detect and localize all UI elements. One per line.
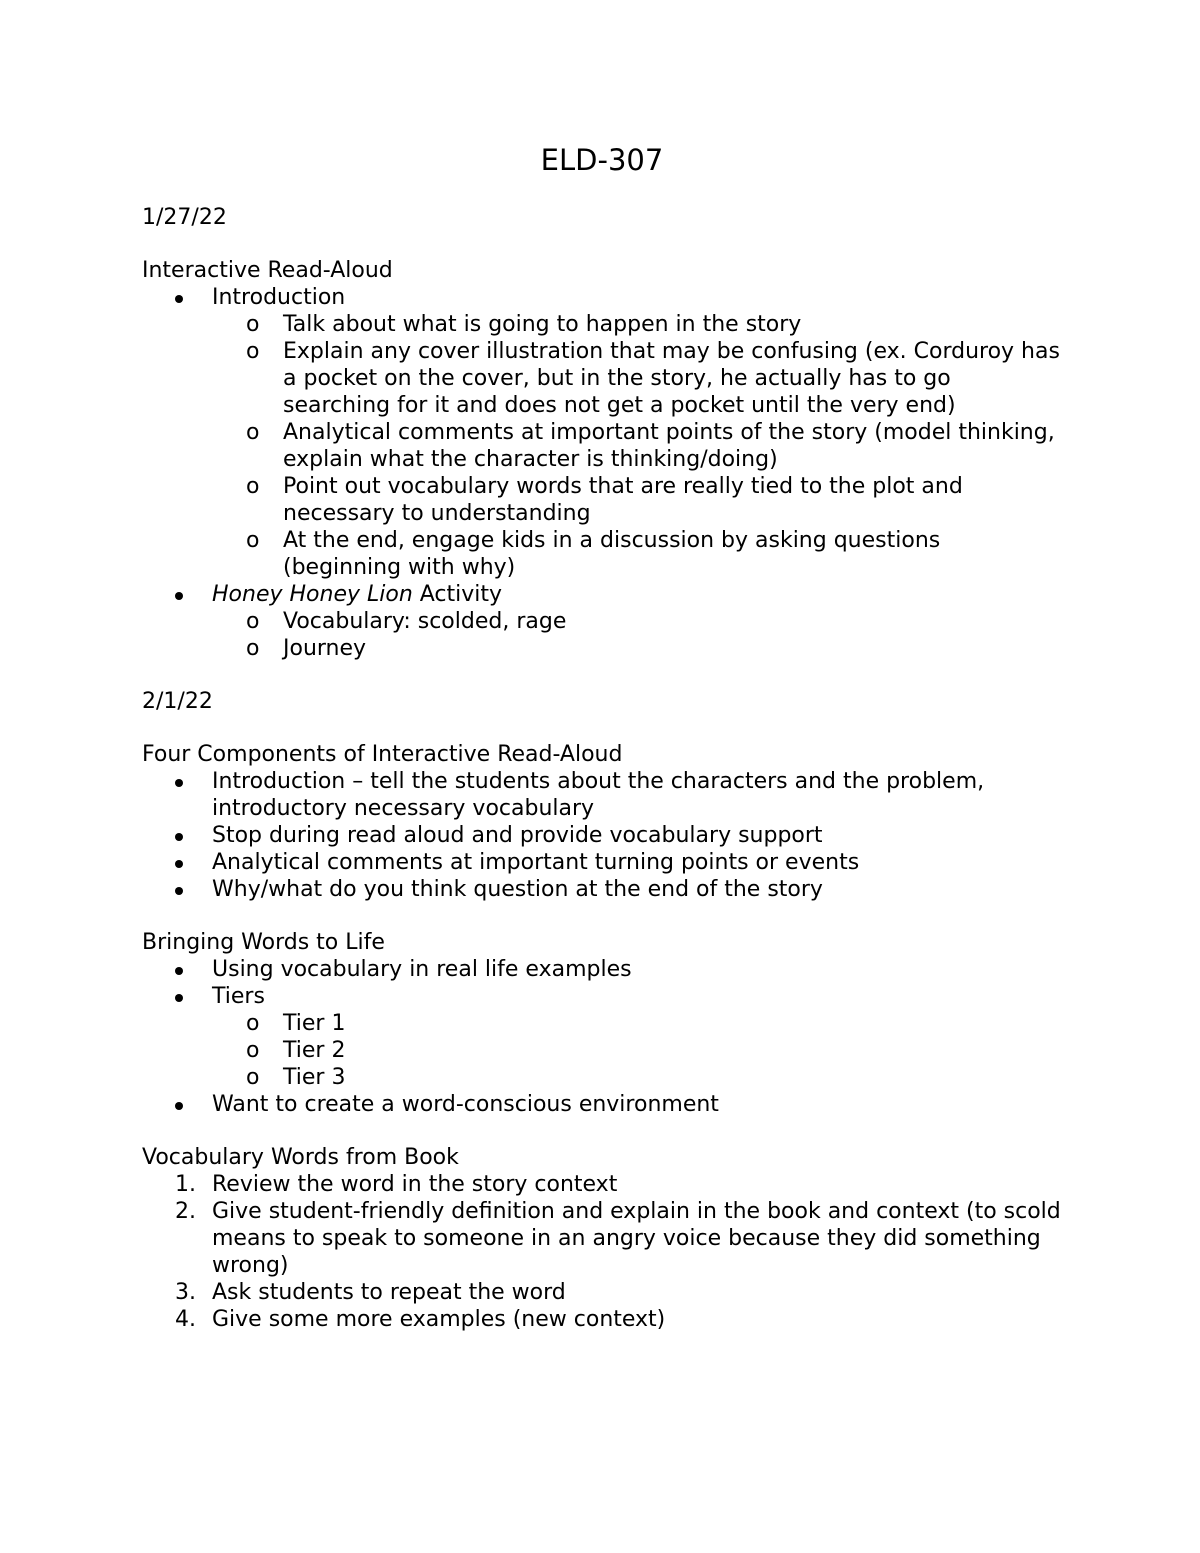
list-item-text: Using vocabulary in real life examples <box>212 957 632 982</box>
bullet-icon <box>175 592 183 600</box>
list-item <box>142 1279 1062 1306</box>
sub-bullet-icon: o <box>246 528 260 553</box>
numbered-list <box>142 1171 1062 1333</box>
date-heading-1: 1/27/22 <box>142 205 227 230</box>
section-heading: Four Components of Interactive Read-Aloud <box>142 742 623 767</box>
list-item-text: Tiers <box>212 984 265 1009</box>
sub-bullet-icon: o <box>246 609 260 634</box>
sub-bullet-icon: o <box>246 312 260 337</box>
list-number: 2. <box>175 1199 196 1224</box>
list-item-text: Explain any cover illustration that may be confusing (ex. Corduroy has a pocket on the cover, but in the story, he actually has to go searching for it and does not get a pocket until the very end) <box>283 339 1060 418</box>
bullet-list <box>142 956 1062 1118</box>
bullet-icon <box>175 967 183 975</box>
list-number: 4. <box>175 1307 196 1332</box>
list-item-text: Activity <box>412 582 503 607</box>
list-item-text: Review the word in the story context <box>212 1172 618 1197</box>
bullet-icon <box>175 295 183 303</box>
bullet-icon <box>175 994 183 1002</box>
sub-bullet-list <box>212 1010 1062 1091</box>
section-heading: Bringing Words to Life <box>142 930 385 955</box>
list-item <box>142 983 1062 1091</box>
sub-bullet-list <box>212 311 1062 581</box>
bullet-icon <box>175 779 183 787</box>
section-heading: Vocabulary Words from Book <box>142 1145 459 1170</box>
list-item-text: Tier 3 <box>283 1065 346 1090</box>
list-item <box>212 419 1062 473</box>
list-item <box>142 768 1062 822</box>
list-item-text: Analytical comments at important points of the story (model thinking, explain what the character is thinking/doing) <box>283 420 1055 472</box>
sub-bullet-list <box>212 608 1062 662</box>
list-item-text: Why/what do you think question at the end of the story <box>212 877 823 902</box>
sub-bullet-icon: o <box>246 420 260 445</box>
list-item <box>142 849 1062 876</box>
list-item-text: Point out vocabulary words that are really tied to the plot and necessary to understanding <box>283 474 963 526</box>
list-number: 3. <box>175 1280 196 1305</box>
bullet-icon <box>175 860 183 868</box>
list-item <box>142 1306 1062 1333</box>
list-item-text: Analytical comments at important turning points or events <box>212 850 860 875</box>
bullet-icon <box>175 833 183 841</box>
section-interactive-read-aloud <box>142 257 1062 662</box>
list-item-text: Want to create a word-conscious environment <box>212 1092 719 1117</box>
section-vocabulary-words <box>142 1144 1062 1333</box>
list-item <box>212 1010 1062 1037</box>
list-item-text: Introduction <box>212 285 346 310</box>
section-bringing-words-to-life <box>142 929 1062 1118</box>
list-item-text: Introduction – tell the students about the characters and the problem, introductory necessary vocabulary <box>212 769 985 821</box>
sub-bullet-icon: o <box>246 1038 260 1063</box>
sub-bullet-icon: o <box>246 1065 260 1090</box>
list-item-text: Vocabulary: scolded, rage <box>283 609 567 634</box>
list-item-text: At the end, engage kids in a discussion by asking questions (beginning with why) <box>283 528 941 580</box>
list-item <box>212 608 1062 635</box>
date-heading-2: 2/1/22 <box>142 689 213 714</box>
document-title: ELD-307 <box>540 143 664 177</box>
list-item <box>212 473 1062 527</box>
bullet-icon <box>175 1102 183 1110</box>
list-item <box>142 876 1062 903</box>
list-item <box>142 581 1062 662</box>
section-heading: Interactive Read-Aloud <box>142 258 393 283</box>
book-title: Honey Honey Lion <box>212 582 413 607</box>
list-item <box>212 1064 1062 1091</box>
list-item-text: Tier 2 <box>283 1038 346 1063</box>
section-four-components <box>142 741 1062 903</box>
list-item-text: Talk about what is going to happen in the story <box>283 312 802 337</box>
list-item <box>142 1171 1062 1198</box>
list-item <box>212 527 1062 581</box>
sub-bullet-icon: o <box>246 1011 260 1036</box>
sub-bullet-icon: o <box>246 474 260 499</box>
bullet-list <box>142 284 1062 662</box>
sub-bullet-icon: o <box>246 339 260 364</box>
bullet-icon <box>175 887 183 895</box>
list-item-text: Give student-friendly definition and explain in the book and context (to scold means to speak to someone in an angry voice because they did something wrong) <box>212 1199 1061 1278</box>
bullet-list <box>142 768 1062 903</box>
list-item <box>142 956 1062 983</box>
list-item <box>212 338 1062 419</box>
list-item <box>212 1037 1062 1064</box>
list-item <box>142 1198 1062 1279</box>
list-item <box>212 311 1062 338</box>
list-item-text: Give some more examples (new context) <box>212 1307 666 1332</box>
list-item-text: Ask students to repeat the word <box>212 1280 566 1305</box>
list-item <box>142 822 1062 849</box>
document-page <box>142 140 1062 1359</box>
list-item-text: Journey <box>283 636 367 661</box>
list-item <box>142 284 1062 581</box>
list-item-text: Stop during read aloud and provide vocabulary support <box>212 823 823 848</box>
list-item <box>142 1091 1062 1118</box>
list-item-text: Tier 1 <box>283 1011 346 1036</box>
sub-bullet-icon: o <box>246 636 260 661</box>
list-item <box>212 635 1062 662</box>
list-number: 1. <box>175 1172 196 1197</box>
